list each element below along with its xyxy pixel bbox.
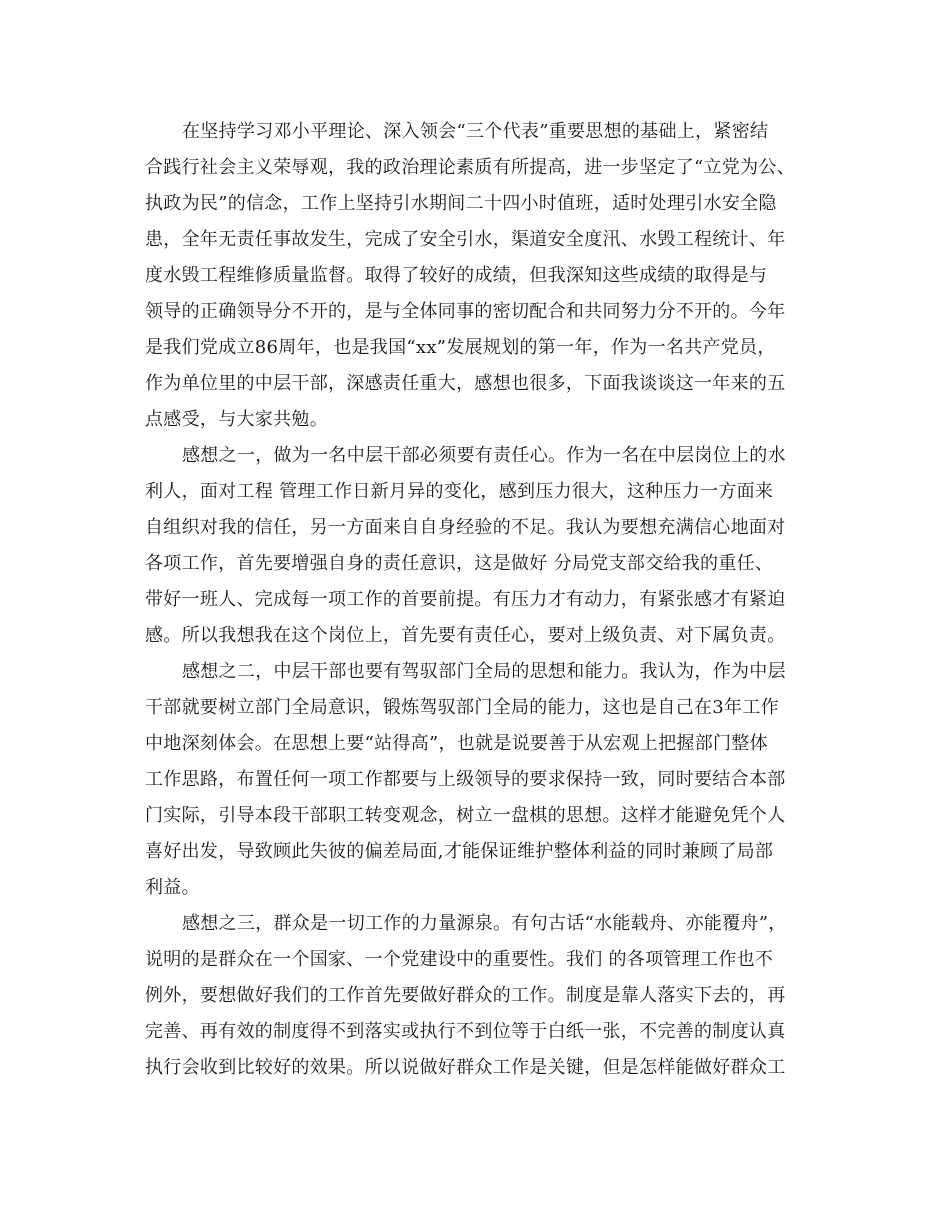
text-line: 门实际，引导本段干部职工转变观念，树立一盘棋的思想。这样才能避免凭个人 bbox=[145, 805, 786, 826]
text-line: 度水毁工程维修质量监督。取得了较好的成绩，但我深知这些成绩的取得是与 bbox=[145, 265, 768, 286]
text-line: 在坚持学习邓小平理论、深入领会“三个代表”重要思想的基础上，紧密结 bbox=[182, 121, 769, 142]
text-line: 带好一班人、完成每一项工作的首要前提。有压力才有动力，有紧张感才有紧迫 bbox=[145, 589, 786, 610]
text-line: 感。所以我想我在这个岗位上，首先要有责任心，要对上级负责、对下属负责。 bbox=[145, 625, 786, 646]
text-line: 利益。 bbox=[145, 877, 200, 898]
text-line: 各项工作，首先要增强自身的责任意识，这是做好 分局党支部交给我的重任、 bbox=[145, 553, 774, 574]
text-line: 自组织对我的信任，另一方面来自自身经验的不足。我认为要想充满信心地面对 bbox=[145, 517, 786, 538]
text-line: 合践行社会主义荣辱观，我的政治理论素质有所提高，进一步坚定了“立党为公、 bbox=[145, 157, 795, 178]
text-line: 喜好出发，导致顾此失彼的偏差局面,才能保证维护整体利益的同时兼顾了局部 bbox=[145, 841, 774, 862]
text-line: 领导的正确领导分不开的，是与全体同事的密切配合和共同努力分不开的。今年 bbox=[145, 301, 786, 322]
text-line: 是我们党成立86周年，也是我国“xx”发展规划的第一年，作为一名共产党员， bbox=[145, 337, 776, 358]
text-line: 完善、再有效的制度得不到落实或执行不到位等于白纸一张，不完善的制度认真 bbox=[145, 1021, 786, 1042]
text-line: 感想之二，中层干部也要有驾驭部门全局的思想和能力。我认为，作为中层 bbox=[182, 661, 786, 682]
text-line: 工作思路，布置任何一项工作都要与上级领导的要求保持一致，同时要结合本部 bbox=[145, 769, 786, 790]
text-line: 患，全年无责任事故发生，完成了安全引水，渠道安全度汛、水毁工程统计、年 bbox=[145, 229, 786, 250]
text-line: 执政为民”的信念，工作上坚持引水期间二十四小时值班，适时处理引水安全隐 bbox=[145, 193, 777, 214]
text-line: 例外，要想做好我们的工作首先要做好群众的工作。制度是靠人落实下去的，再 bbox=[145, 985, 786, 1006]
text-line: 作为单位里的中层干部，深感责任重大，感想也很多，下面我谈谈这一年来的五 bbox=[145, 373, 786, 394]
document-body bbox=[145, 114, 810, 1086]
text-line: 感想之三，群众是一切工作的力量源泉。有句古话“水能载舟、亦能覆舟”， bbox=[182, 913, 787, 934]
text-line: 执行会收到比较好的效果。所以说做好群众工作是关键，但是怎样能做好群众工 bbox=[145, 1057, 786, 1078]
text-line: 干部就要树立部门全局意识，锻炼驾驭部门全局的能力，这也是自己在3年工作 bbox=[145, 697, 779, 718]
text-line: 中地深刻体会。在思想上要“站得高”，也就是说要善于从宏观上把握部门整体 bbox=[145, 733, 768, 754]
text-line: 感想之一，做为一名中层干部必须要有责任心。作为一名在中层岗位上的水 bbox=[182, 445, 786, 466]
text-line: 说明的是群众在一个国家、一个党建设中的重要性。我们 的各项管理工作也不 bbox=[145, 949, 774, 970]
text-line: 利人，面对工程 管理工作日新月异的变化，感到压力很大，这种压力一方面来 bbox=[145, 481, 774, 502]
text-line: 点感受，与大家共勉。 bbox=[145, 409, 328, 430]
